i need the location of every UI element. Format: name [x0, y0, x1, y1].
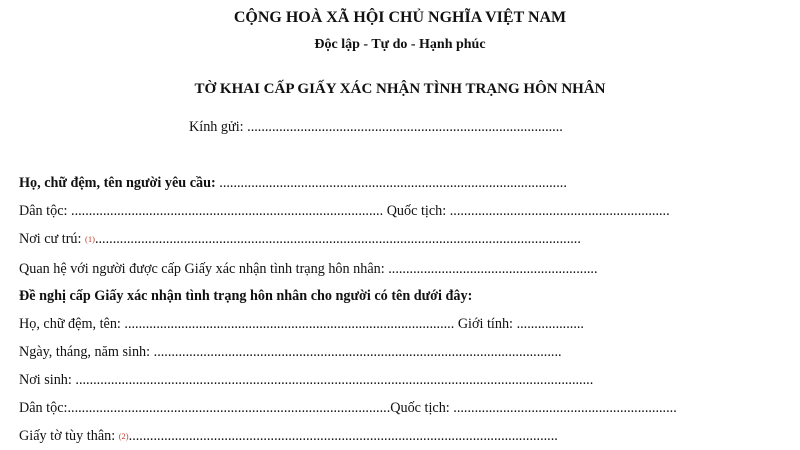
requester-name-line	[19, 174, 567, 192]
requester-relation-line	[19, 260, 598, 278]
subject-gender-label: Giới tính:	[457, 316, 514, 332]
subject-name-line	[19, 315, 584, 333]
requester-residence-field[interactable]: .........................................................................................................................................	[94, 231, 581, 247]
national-title: CỘNG HOÀ XÃ HỘI CHỦ NGHĨA VIỆT NAM	[233, 9, 567, 26]
subject-name-field[interactable]: .............................................................................................	[124, 316, 455, 332]
subject-gender-field[interactable]: ...................	[516, 316, 584, 332]
requester-relation-label: Quan hệ với người được cấp Giấy xác nhận tình trạng hôn nhân:	[19, 261, 385, 277]
subject-nationality-field[interactable]: ...............................................................	[453, 400, 677, 416]
motto: Độc lập - Tự do - Hạnh phúc	[314, 37, 486, 52]
subject-id-doc-field[interactable]: .........................................................................................................................	[128, 428, 558, 444]
subject-birthplace-field[interactable]: ..................................................................................................................................................	[75, 372, 594, 388]
recipient-label: Kính gửi:	[189, 119, 244, 135]
requester-relation-field[interactable]: ...........................................................	[388, 261, 598, 277]
requester-residence-label: Nơi cư trú:	[19, 231, 82, 247]
subject-id-doc-label: Giấy tờ tùy thân:	[19, 428, 116, 444]
subject-birthplace-label: Nơi sinh:	[19, 372, 72, 388]
subject-ethnicity-line	[19, 399, 677, 417]
requester-residence-line	[19, 230, 581, 248]
subject-dob-label: Ngày, tháng, năm sinh:	[19, 344, 151, 360]
requester-name-field[interactable]: ..................................................................................................	[219, 175, 567, 191]
requester-name-label: Họ, chữ đệm, tên người yêu cầu:	[19, 175, 216, 191]
requester-ethnicity-field[interactable]: ........................................................................................	[71, 203, 384, 219]
recipient-field[interactable]: .........................................................................................	[247, 119, 563, 135]
subject-dob-line	[19, 343, 562, 361]
subject-section-heading: Đề nghị cấp Giấy xác nhận tình trạng hôn nhân cho người có tên dưới đây:	[19, 288, 473, 304]
recipient-line	[189, 118, 563, 136]
requester-ethnicity-label: Dân tộc:	[19, 203, 68, 219]
subject-ethnicity-label: Dân tộc:	[19, 400, 68, 416]
subject-ethnicity-field[interactable]: ...........................................................................................	[67, 400, 391, 416]
subject-nationality-label: Quốc tịch:	[390, 400, 450, 416]
subject-id-doc-line	[19, 427, 558, 445]
requester-nationality-label: Quốc tịch:	[386, 203, 447, 219]
requester-ethnicity-line	[19, 202, 670, 220]
id-doc-footnote-marker: (2)	[118, 431, 129, 441]
form-title: TỜ KHAI CẤP GIẤY XÁC NHẬN TÌNH TRẠNG HÔN NHÂN	[194, 81, 606, 97]
requester-nationality-field[interactable]: ..............................................................	[449, 203, 670, 219]
subject-birthplace-line	[19, 371, 593, 389]
subject-dob-field[interactable]: ...................................................................................................................	[153, 344, 562, 360]
subject-name-label: Họ, chữ đệm, tên:	[19, 316, 121, 332]
residence-footnote-marker: (1)	[85, 234, 95, 244]
